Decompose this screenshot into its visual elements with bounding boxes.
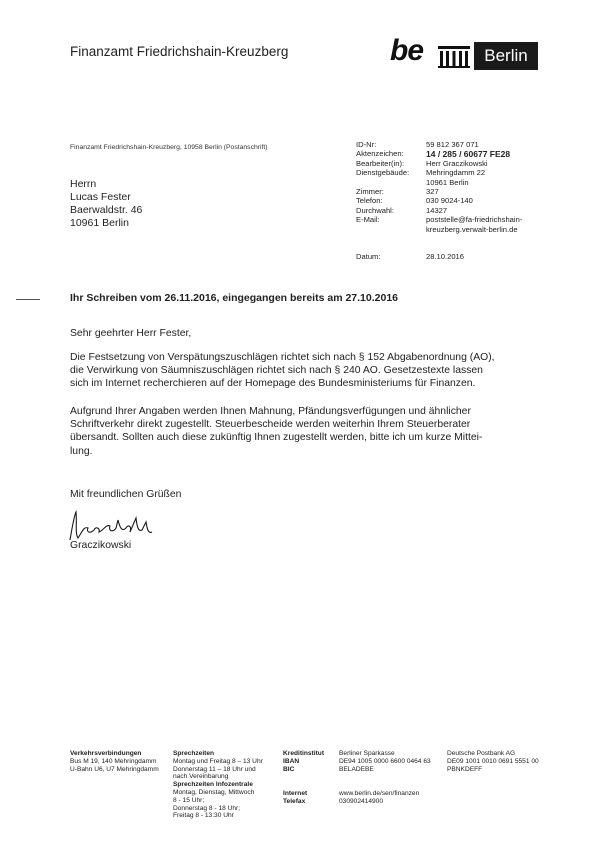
footer-hours: Sprechzeiten Montag und Freitag 8 – 13 Uhr Donnerstag 11 – 18 Uhr und nach Vereinbarung Sprechzeiten Infozentrale Montag, Dienstag, Mittwoch 8 - 15 Uhr; Donnerstag 8 - 18 Uhr; Freitag 8 - 13:30 Uhr [173, 750, 263, 820]
brandenburg-gate-icon [438, 46, 470, 68]
sender-return-address: Finanzamt Friedrichshain-Kreuzberg, 10958 Berlin (Postanschrift) [70, 144, 268, 151]
fold-mark [16, 299, 40, 300]
footer-contact-labels: Internet Telefax [283, 790, 308, 805]
footer-bank-1: Berliner Sparkasse DE94 1005 0000 6600 0464 63 BELADEBE [339, 750, 431, 773]
recipient-name: Lucas Fester [70, 191, 131, 203]
greeting: Sehr geehrter Herr Fester, [70, 328, 192, 339]
paragraph-2: Aufgrund Ihrer Angaben werden Ihnen Mahnung, Pfändungsverfügungen und ähnlicher Schriftverkehr direkt zugestellt. Steuerbescheide werden weiterhin Ihrem Steuerberater übersandt. Sollten auch diese zukünftig Ihnen zugestellt werden, bitte ich um kurze Mittei- lung. [70, 406, 483, 457]
footer-contact-values: www.berlin.de/sen/finanzen 030902414900 [339, 790, 420, 805]
berlin-logo [390, 34, 550, 74]
closing: Mit freundlichen Grüßen [70, 489, 182, 500]
handwritten-signature [66, 510, 156, 544]
signer-name: Graczikowski [70, 540, 132, 551]
office-title: Finanzamt Friedrichshain-Kreuzberg [70, 44, 289, 59]
recipient-salutation: Herrn [70, 178, 97, 190]
footer-traffic: Verkehrsverbindungen Bus M 19, 140 Mehringdamm U-Bahn U6, U7 Mehringdamm [70, 750, 159, 773]
footer-website-link[interactable]: www.berlin.de/sen/finanzen [339, 790, 420, 797]
subject-line: Ihr Schreiben vom 26.11.2016, eingegangen bereits am 27.10.2016 [70, 292, 399, 304]
paragraph-1: Die Festsetzung von Verspätungszuschlägen richtet sich nach § 152 Abgabenordnung (AO), die Verwirkung von Säumniszuschlägen richtet sich nach § 240 AO. Gesetzestexte lassen sich im Internet recherchieren auf der Homepage des Bundesministeriums für Finanzen. [70, 352, 495, 390]
recipient-city: 10961 Berlin [70, 217, 129, 229]
footer-bank-2: Deutsche Postbank AG DE09 1001 0010 0691 5551 00 PBNKDEFF [447, 750, 539, 773]
recipient-street: Baerwaldstr. 46 [70, 204, 143, 216]
footer-bank-labels: Kreditinstitut IBAN BIC [283, 750, 325, 773]
recipient-address [70, 178, 142, 230]
logo-berlin-box: Berlin [474, 42, 538, 70]
logo-be-text: be [390, 34, 424, 67]
letter-page: Finanzamt Friedrichshain-Kreuzberg be Berlin Finanzamt Friedrichshain-Kreuzberg, 10958 Berlin (Postanschrift) Herrn Lucas Fester Baerwaldstr. 46 10961 Berlin ID-Nr: 59 812 367 071 Aktenzeichen: 14 / 285 / 60677 FE28 Bearbeiter(in): Herr Graczikowski Dienstgebäude: Mehringdamm 22 10961 Berlin Zimmer: 327 Telefon: 030 9024-140 Durchwahl: 14327 E-Mail: poststelle@fa-friedrichshain- kreuzberg.verwalt-berlin.de Datum: 28.10.2016 Ihr Schreiben vom 26.11.2016, eingegangen bereits am 27.10.2016 Sehr geehrter Herr Fester, Die Festsetzung von Verspätungszuschlägen richtet sich nach § 152 Abgabenordnung (AO), die Verwirkung von Säumniszuschlägen richtet sich nach § 240 AO. Gesetzestexte lassen sich im Internet recherchieren auf der Homepage des Bundesministeriums für Finanzen. Aufgrund Ihrer Angaben werden Ihnen Mahnung, Pfändungsverfügungen und ähnlicher Schriftverkehr direkt zugestellt. Steuerbescheide werden weiterhin Ihrem Steuerberater übersandt. Sollten auch diese zukünftig Ihnen zugestellt werden, bitte ich um kurze Mittei- lung. Mit freundlichen Grüßen Graczikowski Verkehrsverbindungen Bus M 19, 140 Mehringdamm U-Bahn U6, U7 Mehringdamm Sprechzeiten Montag und Freitag 8 – 13 Uhr Donnerstag 11 – 18 Uhr und nach Vereinbarung Sprechzeiten Infozentrale Montag, Dienstag, Mittwoch 8 - 15 Uhr; Donnerstag 8 - 18 Uhr; Freitag 8 - 13:30 Uhr Kreditinstitut IBAN BIC Berliner Sparkasse DE94 1005 0000 6600 0464 63 BELADEBE Deutsche Postbank AG DE09 1001 0010 0691 5551 00 PBNKDEFF Internet Telefax www.berlin.de/sen/finanzen 030902414900 [0, 0, 598, 852]
